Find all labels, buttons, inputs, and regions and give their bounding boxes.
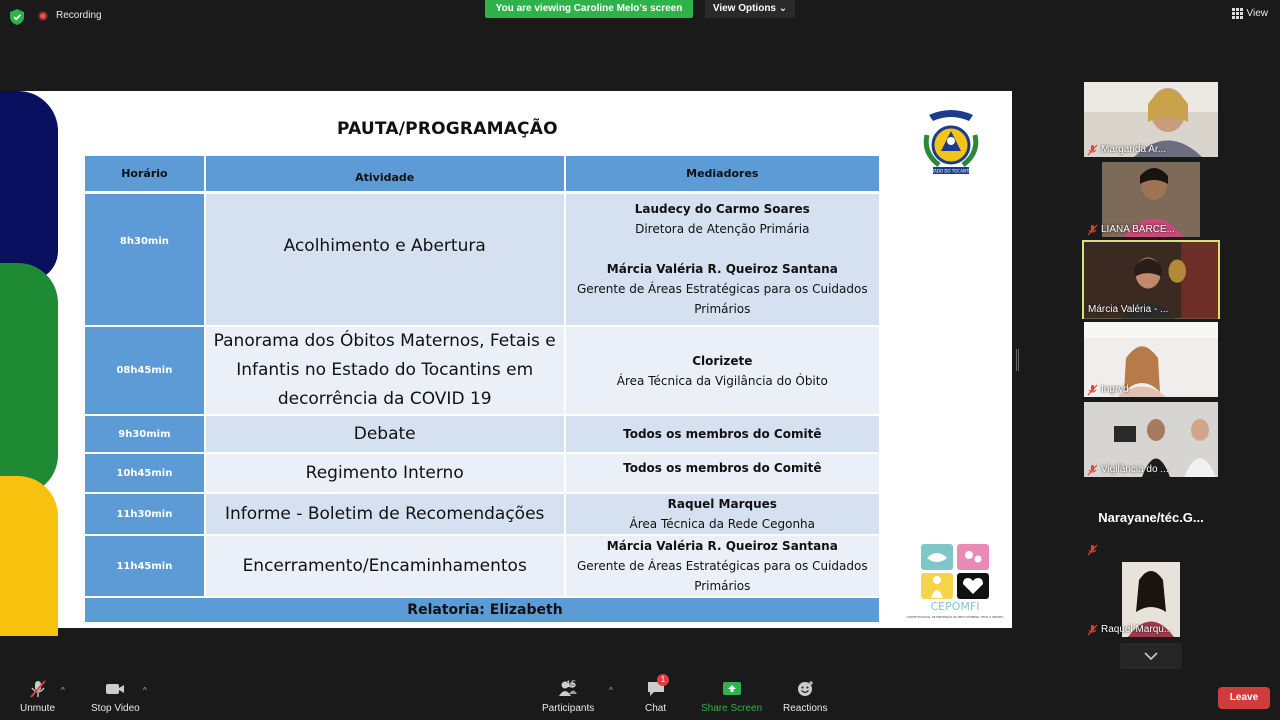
meeting-toolbar: [0, 672, 1280, 720]
mic-off-icon: [1088, 225, 1097, 235]
view-options-button[interactable]: [705, 0, 795, 18]
scroll-participants-down-button[interactable]: [1120, 643, 1182, 669]
header-activity: Atividade: [205, 156, 565, 192]
agenda-row: [85, 493, 880, 535]
unmute-button[interactable]: [20, 680, 55, 714]
chat-unread-badge: 1: [657, 674, 669, 686]
chat-label: Chat: [645, 703, 667, 714]
mediator-role: Área Técnica da Vigilância do Óbito: [616, 373, 828, 388]
top-bar: [0, 0, 1280, 34]
agenda-header-row: [85, 156, 880, 192]
relatoria-label: Relatoria: Elizabeth: [85, 597, 880, 623]
mediator-name: Márcia Valéria R. Queiroz Santana: [606, 262, 838, 277]
header-mediators: Mediadores: [565, 156, 880, 192]
row-mediators: [565, 493, 880, 535]
participants-count: 15: [566, 679, 577, 689]
view-layout-button[interactable]: [1232, 8, 1269, 19]
agenda-row: [85, 453, 880, 493]
viewing-screen-banner: You are viewing Caroline Melo's screen: [485, 0, 693, 18]
participants-button[interactable]: [542, 680, 594, 714]
participant-tile[interactable]: [1084, 482, 1218, 557]
agenda-row: [85, 192, 880, 326]
mediator-name: Clorizete: [692, 353, 753, 368]
row-mediators: [565, 192, 880, 326]
mic-off-icon: [1088, 145, 1097, 155]
row-time: 8h30min: [85, 192, 205, 326]
mediator-role: Gerente de Áreas Estratégicas para os Cuidados Primários: [576, 559, 868, 593]
row-time: 11h30min: [85, 493, 205, 535]
audio-options-caret[interactable]: ^: [61, 686, 65, 695]
participant-name: LIANA BARCE...: [1101, 224, 1175, 235]
share-screen-icon: [722, 680, 742, 698]
row-time: 10h45min: [85, 453, 205, 493]
cepomfi-subtext: COMITÊ ESTADUAL DE PREVENÇÃO DE ÓBITO MATERNO, FETAL E INFANTIL: [906, 616, 1004, 619]
mediator-role: Área Técnica da Rede Cegonha: [629, 517, 816, 531]
participant-name-no-video: Narayane/téc.G...: [1098, 510, 1204, 525]
participant-name: Raquel Marqu...: [1101, 624, 1173, 635]
row-activity: Debate: [205, 415, 565, 453]
row-time: 11h45min: [85, 535, 205, 597]
mediator-name: Raquel Marques: [667, 497, 777, 511]
reactions-smiley-icon: [795, 680, 815, 698]
chevron-down-icon: ⌄: [778, 3, 788, 14]
state-crest-logo: [919, 105, 983, 183]
cepomfi-logo: [906, 544, 1004, 628]
participants-label: Participants: [542, 703, 595, 714]
row-activity: Informe - Boletim de Recomendações: [205, 493, 565, 535]
participant-tile-active-speaker[interactable]: [1082, 240, 1220, 319]
row-time: 08h45min: [85, 326, 205, 415]
reactions-button[interactable]: [783, 680, 827, 714]
agenda-row: [85, 535, 880, 597]
panel-resize-handle[interactable]: [1016, 349, 1019, 371]
reactions-label: Reactions: [783, 703, 828, 714]
view-options-label: View Options: [712, 3, 776, 14]
share-screen-label: Share Screen: [701, 703, 763, 714]
share-screen-button[interactable]: [701, 680, 762, 714]
participant-tile[interactable]: [1084, 162, 1218, 237]
mic-off-icon: [1088, 625, 1097, 635]
row-mediators: [565, 415, 880, 453]
mediator-role: Diretora de Atenção Primária: [635, 222, 810, 237]
shared-screen: [5, 91, 1012, 628]
mediator-name: Laudecy do Carmo Soares: [634, 202, 810, 217]
leave-meeting-button[interactable]: Leave: [1218, 687, 1270, 709]
slide-title: PAUTA/PROGRAMAÇÃO: [337, 119, 558, 139]
agenda-footer-row: [85, 597, 880, 623]
agenda-row: [85, 415, 880, 453]
participant-tile[interactable]: [1084, 402, 1218, 477]
row-mediators: [565, 326, 880, 415]
mic-off-icon: [1088, 465, 1097, 475]
participant-tile[interactable]: [1084, 82, 1218, 157]
participants-options-caret[interactable]: ^: [609, 686, 613, 695]
chat-button[interactable]: [645, 675, 667, 714]
stop-video-label: Stop Video: [91, 703, 140, 714]
mediator-role: Gerente de Áreas Estratégicas para os Cuidados Primários: [576, 282, 868, 317]
recording-label: Recording: [56, 10, 102, 21]
participant-name: Márcia Valéria - ...: [1088, 304, 1169, 315]
agenda-row: [85, 326, 880, 415]
row-activity: Panorama dos Óbitos Maternos, Fetais e Infantis no Estado do Tocantins em decorrência da COVID 19: [205, 326, 565, 415]
stop-video-button[interactable]: [91, 680, 140, 714]
security-shield-icon[interactable]: [10, 9, 24, 25]
recording-icon: [38, 11, 48, 21]
participant-name: Margarida Ar...: [1101, 144, 1167, 155]
chevron-down-icon: [1120, 643, 1182, 669]
row-activity: Encerramento/Encaminhamentos: [205, 535, 565, 597]
video-options-caret[interactable]: ^: [143, 686, 147, 695]
participant-name: Vigilância do ...: [1101, 464, 1169, 475]
participant-name: Ingryd: [1101, 384, 1129, 395]
mediator-name: Todos os membros do Comitê: [623, 427, 822, 441]
row-activity: Acolhimento e Abertura: [205, 192, 565, 326]
mediator-name: Márcia Valéria R. Queiroz Santana: [606, 539, 838, 553]
view-label: View: [1246, 8, 1268, 19]
mediator-name: Todos os membros do Comitê: [623, 461, 822, 475]
mic-off-icon: [1088, 545, 1097, 555]
participant-tile[interactable]: [1084, 322, 1218, 397]
row-time: 9h30mim: [85, 415, 205, 453]
unmute-label: Unmute: [20, 703, 56, 714]
header-time: Horário: [85, 156, 205, 192]
row-mediators: [565, 535, 880, 597]
row-activity: Regimento Interno: [205, 453, 565, 493]
mic-off-icon: [1088, 385, 1097, 395]
video-camera-icon: [105, 680, 125, 698]
cepomfi-text: CEPOMFI: [930, 600, 980, 613]
row-mediators: [565, 453, 880, 493]
slide-color-strip: [5, 91, 58, 628]
participant-tile[interactable]: [1084, 562, 1218, 637]
agenda-table: [85, 156, 881, 624]
grid-view-icon: [1232, 8, 1243, 19]
crest-text: ESTADO DO TOCANTINS: [926, 168, 976, 174]
mic-muted-icon: [28, 680, 48, 698]
